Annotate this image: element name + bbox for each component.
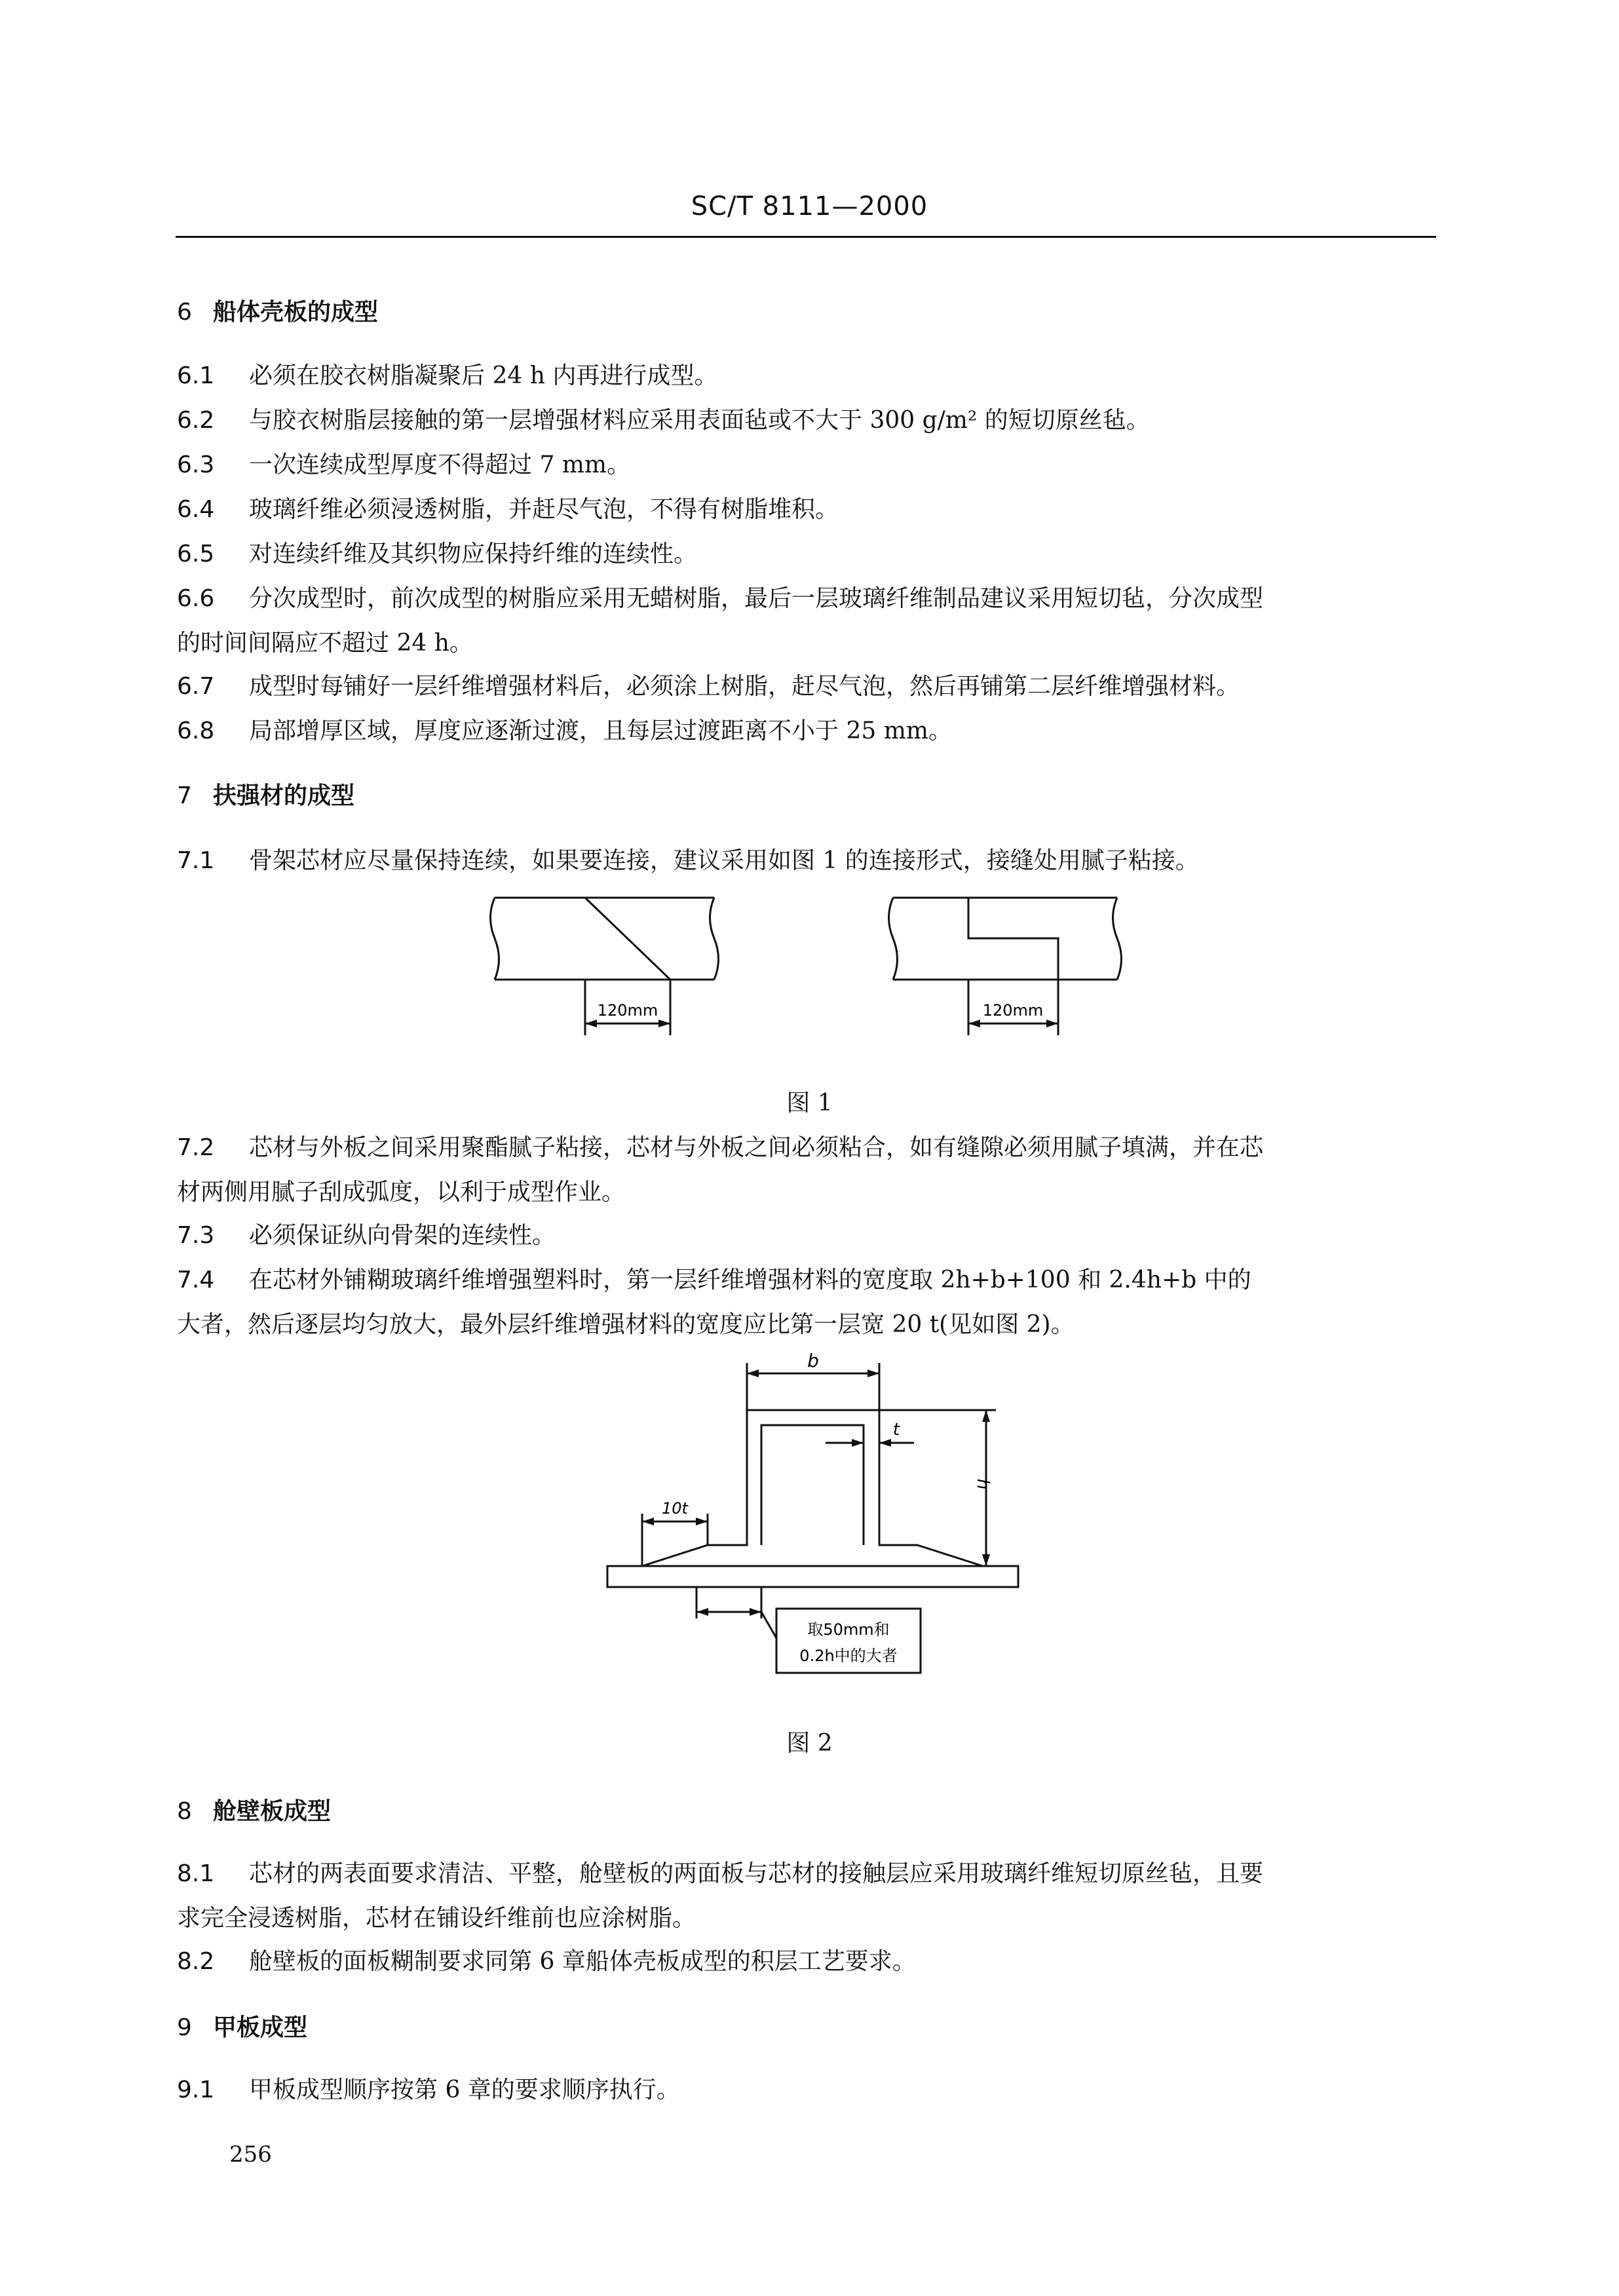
clause-text: 舱壁板的面板糊制要求同第 6 章船体壳板成型的积层工艺要求。 (249, 1948, 916, 1975)
clause-6-2 (177, 398, 1441, 443)
clause-number: 7.3 (177, 1222, 215, 1249)
clause-text: 与胶衣树脂层接触的第一层增强材料应采用表面毡或不大于 300 g/m² 的短切原丝毡。 (249, 407, 1150, 434)
clause-7-3 (177, 1214, 1441, 1258)
fig1-stepped-joint-line (968, 898, 1058, 980)
section-6-heading (177, 294, 378, 327)
fig2-label-b: b (807, 1350, 819, 1371)
fig1-scarf-joint-line (585, 898, 670, 980)
clause-text: 芯材的两表面要求清洁、平整，舱壁板的两面板与芯材的接触层应采用玻璃纤维短切原丝毡，且要 (249, 1860, 1264, 1887)
section-9-heading (177, 2009, 307, 2042)
section-8-heading (177, 1793, 331, 1826)
clause-text: 成型时每铺好一层纤维增强材料后，必须涂上树脂，赶尽气泡，然后再铺第二层纤维增强材料。 (249, 673, 1240, 700)
clause-text: 分次成型时，前次成型的树脂应采用无蜡树脂，最后一层玻璃纤维制品建议采用短切毡，分次成型 (249, 585, 1264, 612)
clause-6-5 (177, 532, 1441, 577)
clause-7-1 (177, 839, 1441, 883)
clause-8-2 (177, 1940, 1441, 1984)
clause-number: 6.4 (177, 496, 215, 523)
section-number: 7 (177, 782, 192, 809)
clause-6-8 (177, 709, 1441, 754)
fig1-left-break-line-right (710, 898, 719, 980)
clause-number: 8.2 (177, 1948, 215, 1975)
fig2-base-plate (607, 1566, 1018, 1587)
clause-text: 一次连续成型厚度不得超过 7 mm。 (249, 451, 631, 478)
clause-6-4 (177, 488, 1441, 532)
clause-text-continued: 材两侧用腻子刮成弧度，以利于成型作业。 (177, 1179, 626, 1206)
section-title: 船体壳板的成型 (213, 299, 379, 326)
clause-text: 骨架芯材应尽量保持连续，如果要连接，建议采用如图 1 的连接形式，接缝处用腻子粘接。 (249, 847, 1199, 874)
section-title: 扶强材的成型 (213, 782, 355, 809)
clause-text: 对连续纤维及其织物应保持纤维的连续性。 (249, 541, 698, 567)
clause-text: 甲板成型顺序按第 6 章的要求顺序执行。 (249, 2076, 680, 2103)
clause-text: 必须在胶衣树脂凝聚后 24 h 内再进行成型。 (249, 362, 718, 389)
clause-text-continued: 求完全浸透树脂，芯材在铺设纤维前也应涂树脂。 (177, 1905, 696, 1932)
clause-7-4 (177, 1258, 1441, 1347)
clause-number: 7.4 (177, 1267, 215, 1293)
figure-1-caption: 图 1 (786, 1090, 833, 1117)
clause-text: 芯材与外板之间采用聚酯腻子粘接，芯材与外板之间必须粘合，如有缝隙必须用腻子填满，并在芯 (249, 1134, 1264, 1161)
clause-text-continued: 大者，然后逐层均匀放大，最外层纤维增强材料的宽度应比第一层宽 20 t(见如图 2)。 (177, 1311, 1075, 1338)
clause-6-1 (177, 354, 1441, 398)
section-number: 9 (177, 2014, 192, 2041)
fig1-right-break-line (889, 898, 898, 980)
clause-number: 6.1 (177, 362, 215, 389)
page-number: 256 (229, 2141, 272, 2168)
fig1-right-dim-label: 120mm (982, 1001, 1044, 1020)
header-rule (176, 236, 1436, 238)
section-number: 6 (177, 299, 192, 326)
clause-number: 6.6 (177, 585, 215, 612)
clause-text: 局部增厚区域，厚度应逐渐过渡，且每层过渡距离不小于 25 mm。 (249, 718, 952, 744)
section-title: 甲板成型 (213, 2014, 308, 2041)
clause-6-3 (177, 443, 1441, 488)
fig2-label-t: t (892, 1420, 900, 1440)
page-header-code: SC/T 8111—2000 (691, 191, 928, 221)
section-title: 舱壁板成型 (213, 1798, 332, 1825)
fig2-note-line-1: 取50mm和 (807, 1620, 890, 1639)
fig1-left-break-line (491, 898, 499, 980)
clause-number: 9.1 (177, 2076, 215, 2103)
figure-1-joint-diagrams (0, 878, 1619, 1075)
clause-8-1 (177, 1852, 1441, 1941)
fig2-note-line-2: 0.2h中的大者 (799, 1647, 898, 1665)
clause-text: 在芯材外铺糊玻璃纤维增强塑料时，第一层纤维增强材料的宽度取 2h+b+100 和 2.4h+b 中的 (249, 1267, 1251, 1293)
section-number: 8 (177, 1798, 192, 1825)
clause-number: 6.8 (177, 718, 215, 744)
clause-number: 7.1 (177, 847, 215, 874)
clause-text: 玻璃纤维必须浸透树脂，并赶尽气泡，不得有树脂堆积。 (249, 496, 839, 523)
fig2-outer-laminate (642, 1410, 983, 1566)
fig1-left-dim-label: 120mm (597, 1001, 658, 1020)
clause-7-2 (177, 1126, 1441, 1215)
clause-number: 6.2 (177, 407, 215, 434)
clause-number: 6.3 (177, 451, 215, 478)
clause-number: 7.2 (177, 1134, 215, 1161)
clause-9-1 (177, 2068, 1441, 2113)
fig2-label-10t: 10t (662, 1499, 688, 1518)
figure-2-stiffener-diagram (0, 1350, 1619, 1691)
figure-2-caption: 图 2 (786, 1730, 833, 1757)
clause-text-continued: 的时间间隔应不超过 24 h。 (177, 630, 473, 657)
fig2-leader-line (761, 1612, 776, 1638)
clause-number: 6.5 (177, 541, 215, 567)
section-7-heading (177, 777, 354, 811)
fig1-right-break-line-right (1113, 898, 1122, 980)
fig2-label-h: h (973, 1478, 993, 1490)
clause-number: 6.7 (177, 673, 215, 700)
clause-6-7 (177, 664, 1441, 709)
clause-number: 8.1 (177, 1860, 215, 1887)
clause-6-6 (177, 577, 1441, 666)
clause-text: 必须保证纵向骨架的连续性。 (249, 1222, 556, 1249)
